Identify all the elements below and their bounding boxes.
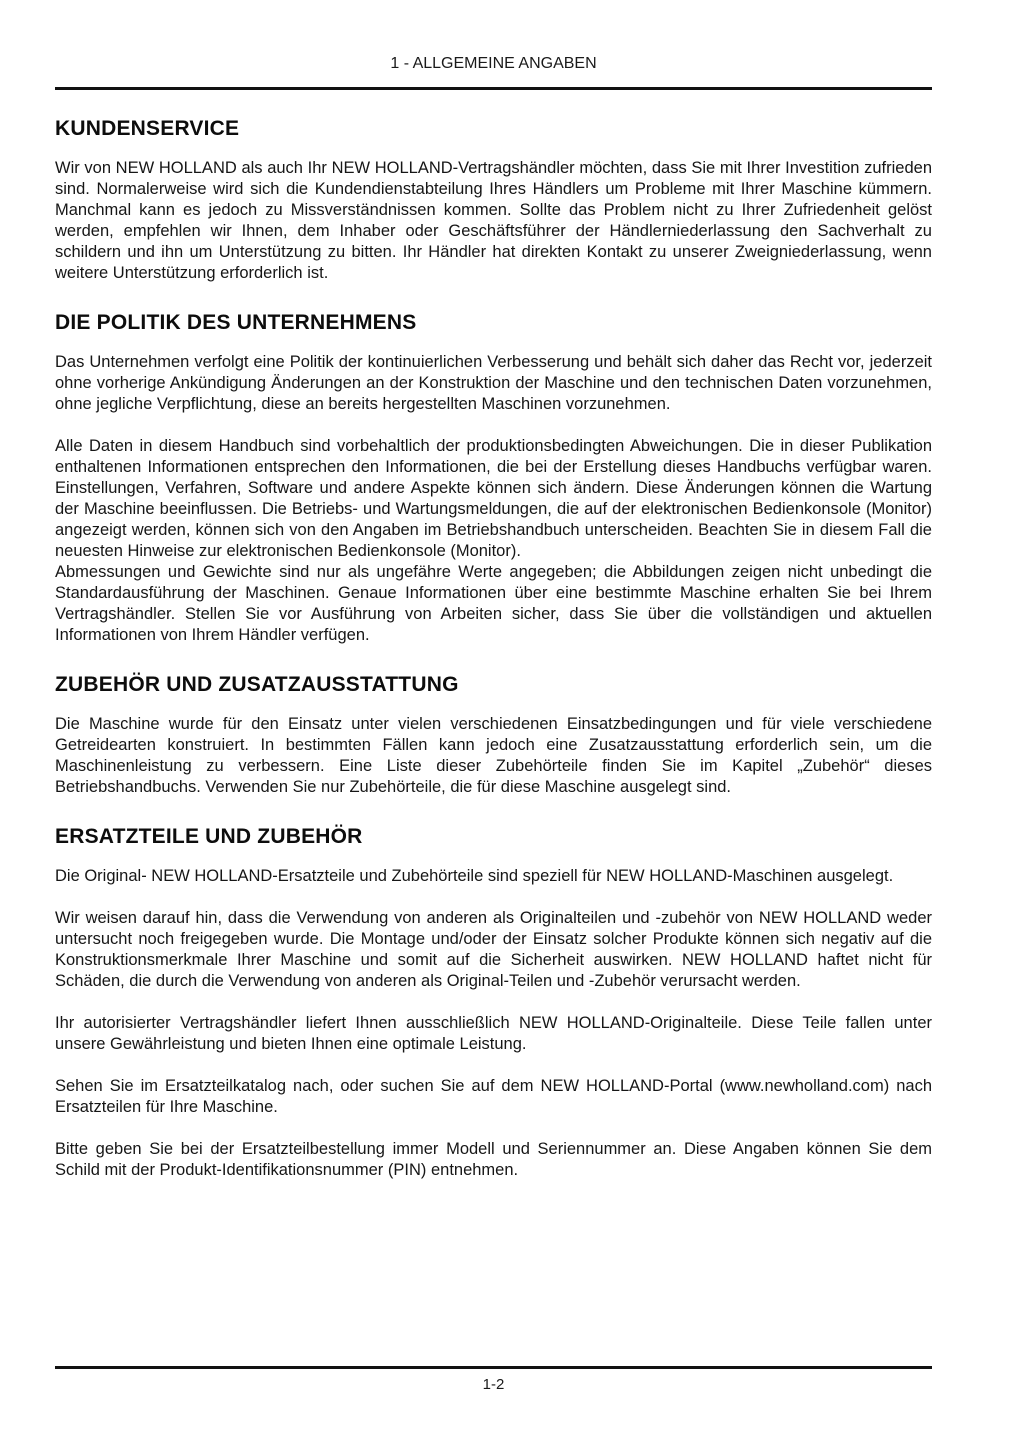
body-paragraph: Das Unternehmen verfolgt eine Politik der kontinuierlichen Verbesserung und behält sich daher das Recht vor, jederzeit ohne vorherige Ankündigung Änderungen an der Konstruktion der Maschine und den technischen Daten vorzunehmen, ohne jegliche Verpflichtung, diese an bereits hergestellten Maschinen vorzunehmen. — [55, 353, 932, 413]
chapter-header-title: 1 - ALLGEMEINE ANGABEN — [390, 55, 597, 72]
body-paragraph: Alle Daten in diesem Handbuch sind vorbehaltlich der produktionsbedingten Abweichungen. Die in dieser Publikation enthaltenen Informationen entsprechen den Informationen, die bei der Erstellung dieses Handbuchs verfügbar waren. Einstellungen, Verfahren, Software und andere Aspekte können sich ändern. Diese Änderungen können die Wartung der Maschine beeinflussen. Die Betriebs- und Wartungsmeldungen, die auf der elektronischen Bedienkonsole (Monitor) angezeigt werden, können sich von den Angaben im Betriebshandbuch unterscheiden. Beachten Sie in diesem Fall die neuesten Hinweise zur elektronischen Bedienkonsole (Monitor). — [55, 437, 932, 560]
body-paragraph: Bitte geben Sie bei der Ersatzteilbestellung immer Modell und Seriennummer an. Diese Angaben können Sie dem Schild mit der Produkt-Identifikationsnummer (PIN) entnehmen. — [55, 1140, 932, 1179]
section-heading: ERSATZTEILE UND ZUBEHÖR — [55, 825, 363, 848]
section-zubehoer-und-zusatzausstattung — [55, 672, 932, 798]
body-paragraph: Ihr autorisierter Vertragshändler liefert Ihnen ausschließlich NEW HOLLAND-Originalteile. Diese Teile fallen unter unsere Gewährleistung und bieten Ihnen eine optimale Leistung. — [55, 1014, 932, 1053]
body-paragraph: Die Original- NEW HOLLAND-Ersatzteile und Zubehörteile sind speziell für NEW HOLLAND-Maschinen ausgelegt. — [55, 867, 894, 885]
page-content — [0, 116, 1024, 1181]
section-ersatzteile-und-zubehoer — [55, 824, 932, 1181]
body-paragraph: Sehen Sie im Ersatzteilkatalog nach, oder suchen Sie auf dem NEW HOLLAND-Portal (www.newholland.com) nach Ersatzteilen für Ihre Maschine. — [55, 1077, 932, 1116]
section-heading: DIE POLITIK DES UNTERNEHMENS — [55, 311, 417, 334]
body-paragraph: Die Maschine wurde für den Einsatz unter vielen verschiedenen Einsatzbedingungen und für viele verschiedene Getreidearten konstruiert. In bestimmten Fällen kann jedoch eine Zusatzausstattung erforderlich sein, um die Maschinenleistung zu verbessern. Eine Liste dieser Zubehörteile finden Sie im Kapitel „Zubehör“ dieses Betriebshandbuchs. Verwenden Sie nur Zubehörteile, die für diese Maschine ausgelegt sind. — [55, 715, 932, 796]
body-paragraph: Abmessungen und Gewichte sind nur als ungefähre Werte angegeben; die Abbildungen zeigen nicht unbedingt die Standardausführung der Maschinen. Genaue Informationen über eine bestimmte Maschine erhalten Sie bei Ihrem Vertragshändler. Stellen Sie vor Ausführung von Arbeiten sicher, dass Sie über die vollständigen und aktuellen Informationen von Ihrem Händler verfügen. — [55, 563, 932, 644]
page-header — [0, 0, 1024, 90]
section-heading: KUNDENSERVICE — [55, 117, 240, 140]
section-kundenservice — [55, 116, 932, 284]
header-divider — [55, 87, 932, 90]
section-heading: ZUBEHÖR UND ZUSATZAUSSTATTUNG — [55, 673, 459, 696]
body-paragraph: Wir von NEW HOLLAND als auch Ihr NEW HOLLAND-Vertragshändler möchten, dass Sie mit Ihrer Investition zufrieden sind. Normalerweise wird sich die Kundendienstabteilung Ihres Händlers um Probleme mit Ihrer Maschine kümmern. Manchmal kann es jedoch zu Missverständnissen kommen. Sollte das Problem nicht zu Ihrer Zufriedenheit gelöst werden, empfehlen wir Ihnen, dem Inhaber oder Geschäftsführer der Händlerniederlassung den Sachverhalt zu schildern und ihn um Unterstützung zu bitten. Ihr Händler hat direkten Kontakt zu unserer Zweigniederlassung, wenn weitere Unterstützung erforderlich ist. — [55, 159, 932, 282]
body-paragraph: Wir weisen darauf hin, dass die Verwendung von anderen als Originalteilen und -zubehör von NEW HOLLAND weder untersucht noch freigegeben wurde. Die Montage und/oder der Einsatz solcher Produkte können sich negativ auf die Konstruktionsmerkmale Ihrer Maschine und somit auf die Sicherheit auswirken. NEW HOLLAND haftet nicht für Schäden, die durch die Verwendung von anderen als Original-Teilen und -Zubehör verursacht werden. — [55, 909, 932, 990]
page-footer — [55, 1366, 932, 1393]
section-politik-des-unternehmens — [55, 310, 932, 646]
footer-divider — [55, 1366, 932, 1369]
page-number: 1-2 — [482, 1376, 505, 1393]
